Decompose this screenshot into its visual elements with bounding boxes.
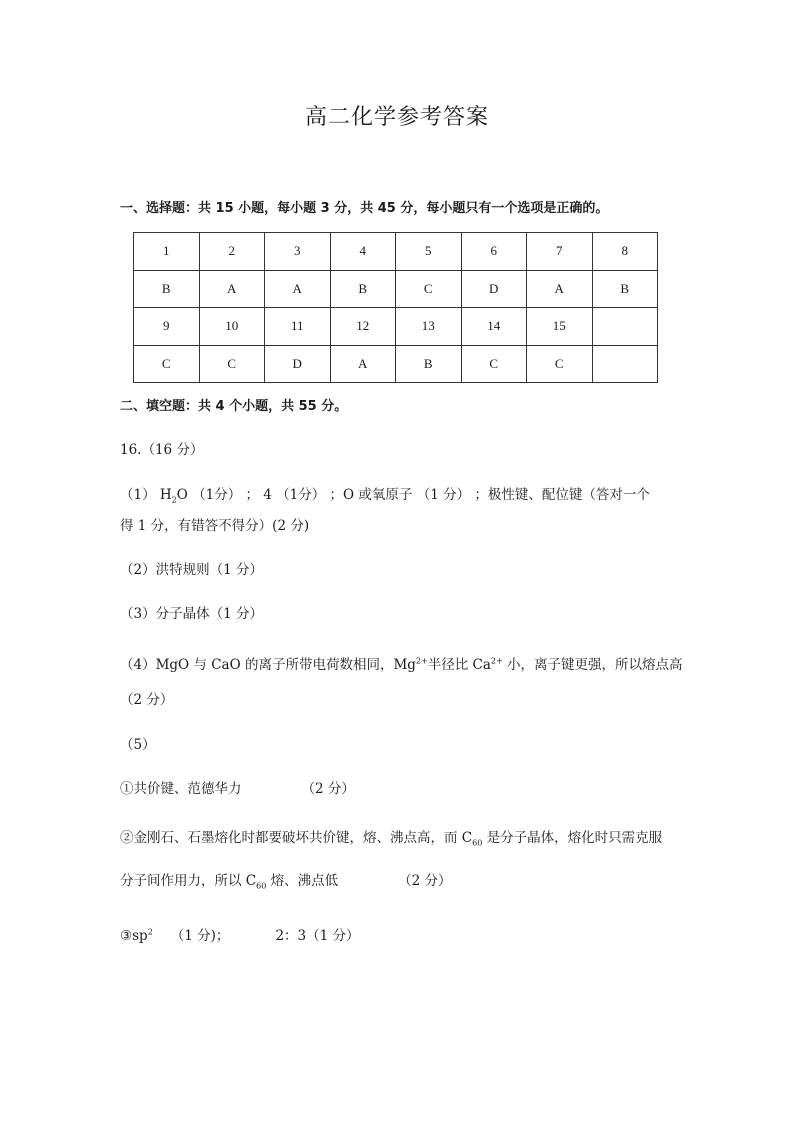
table-cell: A — [265, 270, 331, 308]
table-row — [134, 308, 658, 346]
table-cell: A — [199, 270, 265, 308]
table-cell: C — [396, 270, 462, 308]
table-cell: 2 — [199, 233, 265, 271]
table-cell: 14 — [461, 308, 527, 346]
q16-part4-line1 — [120, 653, 682, 673]
table-row — [134, 233, 658, 271]
q16-part1-line2: 得 1 分，有错答不得分）(2 分) — [120, 518, 310, 534]
q16-part4-line2: （2 分） — [120, 692, 174, 708]
table-cell: 8 — [592, 233, 658, 271]
q16-part2: （2）洪特规则（1 分） — [120, 562, 263, 578]
table-cell: 9 — [134, 308, 200, 346]
subscript: 2 — [171, 495, 177, 505]
table-cell: B — [134, 270, 200, 308]
table-cell: 15 — [527, 308, 593, 346]
table-cell: 10 — [199, 308, 265, 346]
table-cell: D — [265, 345, 331, 383]
q16-part5-item3-text-a: ③sp — [120, 928, 148, 944]
table-cell: C — [199, 345, 265, 383]
q16-part4-text-c: 小，离子键更强，所以熔点高 — [502, 657, 683, 673]
table-cell: 6 — [461, 233, 527, 271]
table-cell: 1 — [134, 233, 200, 271]
table-cell: 11 — [265, 308, 331, 346]
table-cell: B — [330, 270, 396, 308]
q16-part1-text-b: O （1分） ； 4 （1分） ；O 或氧原子 （1 分） ；极性键、配位键（答对一个 — [176, 487, 650, 503]
table-cell — [592, 345, 658, 383]
q16-part5-item1 — [120, 777, 355, 797]
q16-part5-item2-line2-text-b: 熔、沸点低 — [266, 873, 339, 889]
q16-part5: （5） — [120, 737, 156, 753]
q16-part5-item1-text: ①共价键、范德华力 — [120, 781, 242, 797]
superscript: 2+ — [490, 656, 503, 666]
q16-part5-item2-text-b: 是分子晶体，熔化时只需克服 — [482, 830, 663, 846]
q16-part5-item3 — [120, 924, 360, 944]
table-row — [134, 345, 658, 383]
q16-part5-item2-line2-text: 分子间作用力，所以 C — [120, 873, 257, 889]
superscript: 2 — [147, 927, 153, 937]
q16-part5-item1-score: （2 分） — [301, 781, 355, 797]
q16-part1-line1 — [120, 483, 650, 503]
q16-part5-item3-ratio: 2：3（1 分） — [275, 928, 360, 944]
table-cell: 5 — [396, 233, 462, 271]
answer-table — [133, 232, 658, 383]
table-cell: B — [396, 345, 462, 383]
subscript: 60 — [472, 838, 483, 848]
table-cell: A — [330, 345, 396, 383]
section2-heading: 二、填空题：共 4 个小题，共 55 分。 — [120, 399, 348, 414]
q16-part5-item2-line1 — [120, 826, 662, 846]
page-title: 高二化学参考答案 — [304, 105, 489, 130]
q16-part1-text-a: （1） H — [120, 487, 172, 503]
q16-part4-text-a: （4）MgO 与 CaO 的离子所带电荷数相同，Mg — [120, 657, 416, 673]
table-cell: C — [134, 345, 200, 383]
table-cell: 13 — [396, 308, 462, 346]
table-cell: C — [461, 345, 527, 383]
superscript: 2+ — [415, 656, 428, 666]
table-cell: 3 — [265, 233, 331, 271]
table-cell — [592, 308, 658, 346]
table-row — [134, 270, 658, 308]
section1-heading: 一、选择题：共 15 小题，每小题 3 分，共 45 分，每小题只有一个选项是正确的。 — [120, 201, 609, 216]
q16-part5-item2-text-a: ②金刚石、石墨熔化时都要破坏共价键，熔、沸点高，而 C — [120, 830, 473, 846]
table-cell: C — [527, 345, 593, 383]
subscript: 60 — [256, 881, 267, 891]
table-cell: 4 — [330, 233, 396, 271]
table-cell: 7 — [527, 233, 593, 271]
q16-part5-item2-line2 — [120, 869, 452, 889]
q16-part5-item3-score: （1 分)； — [170, 928, 230, 944]
q16-part4-text-b: 半径比 Ca — [427, 657, 491, 673]
q16-part3: （3）分子晶体（1 分） — [120, 606, 263, 622]
q16-part5-item2-score: （2 分） — [398, 873, 452, 889]
q16-label: 16.（16 分） — [120, 442, 204, 458]
table-cell: 12 — [330, 308, 396, 346]
table-cell: B — [592, 270, 658, 308]
table-cell: D — [461, 270, 527, 308]
table-cell: A — [527, 270, 593, 308]
